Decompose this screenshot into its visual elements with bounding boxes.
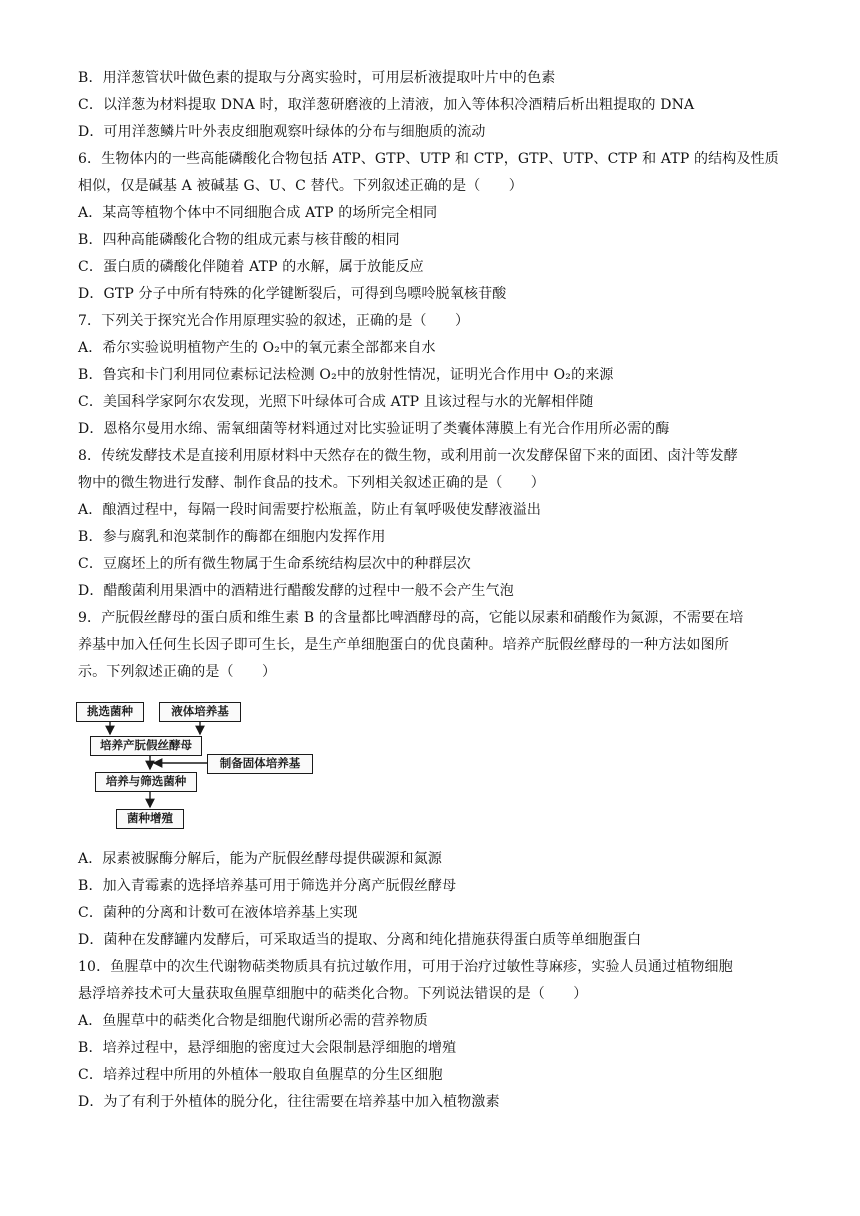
option-10d: D．为了有利于外植体的脱分化，往往需要在培养基中加入植物激素: [78, 1094, 500, 1110]
box-strain-expand: 菌种增殖: [116, 809, 184, 829]
option-7a: A．希尔实验说明植物产生的 O₂中的氧元素全部都来自水: [78, 340, 436, 356]
box-culture-yeast: 培养产朊假丝酵母: [90, 736, 202, 756]
option-9d: D．菌种在发酵罐内发酵后，可采取适当的提取、分离和纯化措施获得蛋白质等单细胞蛋白: [78, 932, 642, 948]
option-7b: B．鲁宾和卡门利用同位素标记法检测 O₂中的放射性情况，证明光合作用中 O₂的来源: [78, 367, 614, 383]
question-6-stem-line2: 相似，仅是碱基 A 被碱基 G、U、C 替代。下列叙述正确的是（ ）: [78, 178, 523, 194]
option-9b: B．加入青霉素的选择培养基可用于筛选并分离产朊假丝酵母: [78, 878, 457, 894]
option-5c: C．以洋葱为材料提取 DNA 时，取洋葱研磨液的上清液，加入等体积冷酒精后析出粗提取的 DNA: [78, 97, 695, 113]
option-10b: B．培养过程中，悬浮细胞的密度过大会限制悬浮细胞的增殖: [78, 1040, 457, 1056]
option-8c: C．豆腐坯上的所有微生物属于生命系统结构层次中的种群层次: [78, 556, 471, 572]
question-9-stem-line3: 示。下列叙述正确的是（ ）: [78, 664, 277, 680]
question-6-stem-line1: 6．生物体内的一些高能磷酸化合物包括 ATP、GTP、UTP 和 CTP，GTP、UTP、CTP 和 ATP 的结构及性质: [78, 151, 779, 167]
box-select-strain: 挑选菌种: [76, 702, 144, 722]
box-liquid-medium: 液体培养基: [159, 702, 241, 722]
question-8-stem-line2: 物中的微生物进行发酵、制作食品的技术。下列相关叙述正确的是（ ）: [78, 475, 545, 491]
question-9-stem-line1: 9．产朊假丝酵母的蛋白质和维生素 B 的含量都比啤酒酵母的高，它能以尿素和硝酸作为氮源，不需要在培: [78, 610, 744, 626]
option-10a: A．鱼腥草中的萜类化合物是细胞代谢所必需的营养物质: [78, 1013, 428, 1029]
question-10-stem-line1: 10．鱼腥草中的次生代谢物萜类物质具有抗过敏作用，可用于治疗过敏性荨麻疹，实验人员通过植物细胞: [78, 959, 733, 975]
option-5b: B．用洋葱管状叶做色素的提取与分离实验时，可用层析液提取叶片中的色素: [78, 70, 556, 86]
question-10-stem-line2: 悬浮培养技术可大量获取鱼腥草细胞中的萜类化合物。下列说法错误的是（ ）: [78, 986, 588, 1002]
option-7d: D．恩格尔曼用水绵、需氧细菌等材料通过对比实验证明了类囊体薄膜上有光合作用所必需的酶: [78, 421, 670, 437]
option-9a: A．尿素被脲酶分解后，能为产朊假丝酵母提供碳源和氮源: [78, 851, 443, 867]
option-10c: C．培养过程中所用的外植体一般取自鱼腥草的分生区细胞: [78, 1067, 443, 1083]
culture-flowchart: [70, 696, 320, 836]
option-6b: B．四种高能磷酸化合物的组成元素与核苷酸的相同: [78, 232, 400, 248]
option-5d: D．可用洋葱鳞片叶外表皮细胞观察叶绿体的分布与细胞质的流动: [78, 124, 486, 140]
option-9c: C．菌种的分离和计数可在液体培养基上实现: [78, 905, 358, 921]
option-7c: C．美国科学家阿尔农发现，光照下叶绿体可合成 ATP 且该过程与水的光解相伴随: [78, 394, 594, 410]
question-9-stem-line2: 养基中加入任何生长因子即可生长，是生产单细胞蛋白的优良菌种。培养产朊假丝酵母的一种方法如图所: [78, 637, 729, 653]
question-7-stem: 7．下列关于探究光合作用原理实验的叙述，正确的是（ ）: [78, 313, 470, 329]
option-6c: C．蛋白质的磷酸化伴随着 ATP 的水解，属于放能反应: [78, 259, 424, 275]
box-culture-screen: 培养与筛选菌种: [95, 772, 197, 792]
option-6d: D．GTP 分子中所有特殊的化学键断裂后，可得到鸟嘌呤脱氧核苷酸: [78, 286, 507, 302]
box-prepare-solid-medium: 制备固体培养基: [207, 754, 313, 774]
option-8d: D．醋酸菌利用果酒中的酒精进行醋酸发酵的过程中一般不会产生气泡: [78, 583, 514, 599]
option-6a: A．某高等植物个体中不同细胞合成 ATP 的场所完全相同: [78, 205, 438, 221]
option-8b: B．参与腐乳和泡菜制作的酶都在细胞内发挥作用: [78, 529, 386, 545]
option-8a: A．酿酒过程中，每隔一段时间需要拧松瓶盖，防止有氧呼吸使发酵液溢出: [78, 502, 542, 518]
question-8-stem-line1: 8．传统发酵技术是直接利用原材料中天然存在的微生物，或利用前一次发酵保留下来的面团、卤汁等发酵: [78, 448, 738, 464]
